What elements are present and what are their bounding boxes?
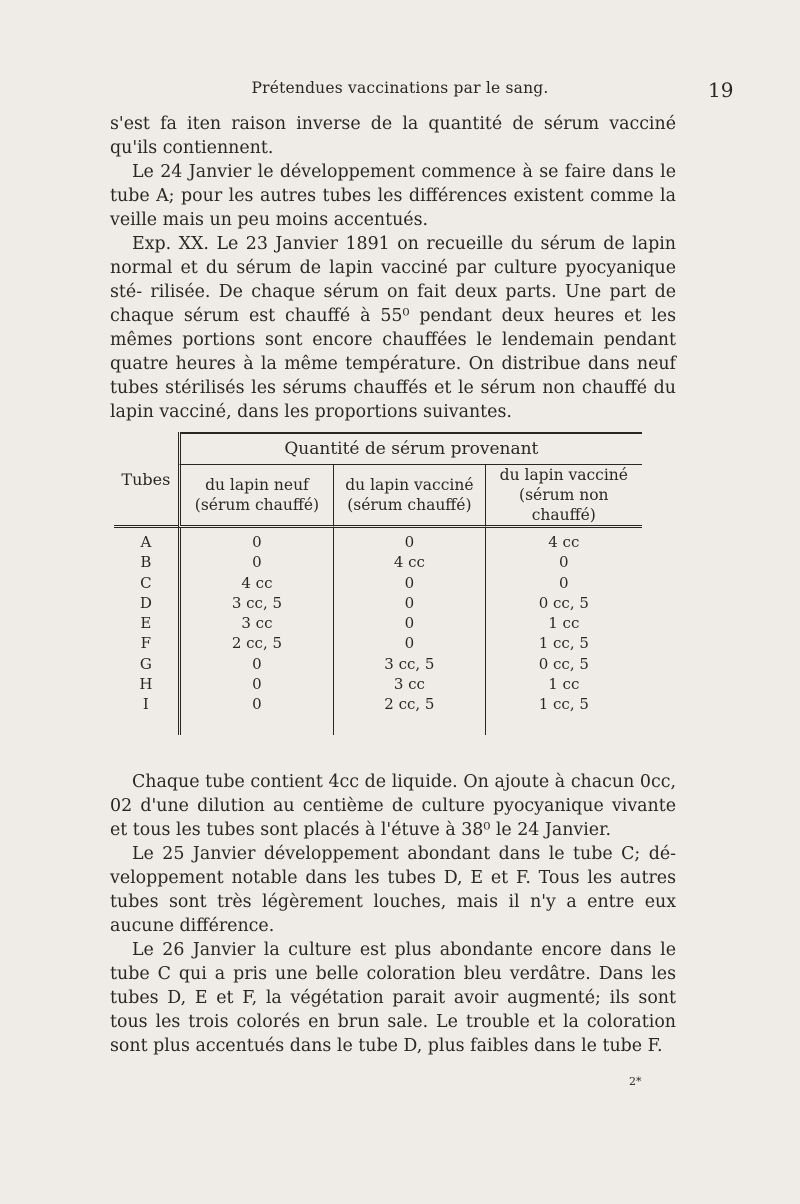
table-row bbox=[114, 528, 642, 552]
tube-label: A bbox=[140, 533, 152, 551]
cell: 0 bbox=[485, 573, 642, 593]
cell: 0 bbox=[485, 552, 642, 572]
cell: 0 bbox=[333, 528, 484, 552]
header-line: (sérum chauffé) bbox=[194, 496, 320, 514]
cell: 2 cc, 5 bbox=[333, 694, 484, 734]
group-header: Quantité de sérum provenant bbox=[178, 434, 642, 465]
cell: 1 cc, 5 bbox=[485, 633, 642, 653]
cell: 0 bbox=[178, 694, 333, 734]
header-line: du lapin vacciné bbox=[499, 466, 628, 484]
table-row bbox=[114, 674, 642, 694]
cell: 0 cc, 5 bbox=[485, 654, 642, 674]
cell: 3 cc bbox=[333, 674, 484, 694]
cell: 0 bbox=[178, 674, 333, 694]
tube-label: C bbox=[140, 573, 152, 592]
cell: 2 cc, 5 bbox=[178, 633, 333, 653]
paragraph: Le 25 Janvier développement abondant dans le tube C; dé- veloppement notable dans les tubes D, E et F. Tous les autres tubes sont très légèrement louches, mais il n'y a entre eux aucune différence. bbox=[110, 844, 676, 936]
tube-label: G bbox=[139, 654, 152, 673]
page-number: 19 bbox=[708, 78, 734, 102]
header-line: (sérum non chauffé) bbox=[519, 486, 609, 524]
cell: 0 bbox=[333, 613, 484, 633]
paragraph: s'est fa iten raison inverse de la quantité de sérum vacciné qu'ils contiennent. bbox=[110, 114, 676, 158]
tube-label: D bbox=[139, 593, 152, 612]
header-line: du lapin vacciné bbox=[345, 476, 474, 494]
tube-label: I bbox=[142, 695, 149, 714]
paragraph: Exp. XX. Le 23 Janvier 1891 on recueille du sérum de lapin normal et du sérum de lapin vacciné par culture pyocyanique sté- rilisée. De chaque sérum on fait deux parts. Une part de chaque sérum est chauffé à 55⁰ pendant deux heures et les mêmes portions sont encore chauffées le lendemain pendant quatre heures à la même température. On distribue dans neuf tubes stérilisés les sérums chauffés et le sérum non chauffé du lapin vacciné, dans les proportions suivantes. bbox=[110, 234, 676, 422]
cell: 3 cc, 5 bbox=[178, 593, 333, 613]
proportions-table bbox=[114, 432, 642, 735]
cell: 3 cc, 5 bbox=[333, 654, 484, 674]
cell: 3 cc bbox=[178, 613, 333, 633]
cell: 0 bbox=[178, 528, 333, 552]
header-line: du lapin neuf bbox=[205, 476, 309, 494]
paragraph: Chaque tube contient 4cc de liquide. On ajoute à chacun 0cc, 02 d'une dilution au centième de culture pyocyanique vivante et tous les tubes sont placés à l'étuve à 38⁰ le 24 Janvier. bbox=[110, 772, 676, 840]
cell: 0 bbox=[333, 593, 484, 613]
cell: 1 cc bbox=[485, 674, 642, 694]
cell: 0 bbox=[333, 633, 484, 653]
column-header-vaccine-chauffe bbox=[333, 465, 484, 528]
cell: 4 cc bbox=[178, 573, 333, 593]
cell: 0 bbox=[178, 654, 333, 674]
text-block-top bbox=[110, 112, 676, 424]
table-row bbox=[114, 613, 642, 633]
cell: 0 cc, 5 bbox=[485, 593, 642, 613]
header-line: (sérum chauffé) bbox=[347, 496, 472, 514]
cell: 0 bbox=[333, 573, 484, 593]
tube-label: F bbox=[140, 634, 152, 653]
paragraph: Le 24 Janvier le développement commence à se faire dans le tube A; pour les autres tubes les différences existent comme la veille mais un peu moins accentués. bbox=[110, 162, 676, 230]
cell: 0 bbox=[178, 552, 333, 572]
tube-label: E bbox=[140, 614, 152, 633]
table-row bbox=[114, 654, 642, 674]
cell: 1 cc bbox=[485, 613, 642, 633]
running-head: Prétendues vaccinations par le sang. bbox=[251, 79, 549, 97]
table-row bbox=[114, 573, 642, 593]
tube-label: H bbox=[139, 675, 153, 694]
text-block-bottom bbox=[110, 770, 676, 1058]
column-header-neuf-chauffe bbox=[178, 465, 333, 528]
column-header-tubes: Tubes bbox=[114, 434, 178, 528]
cell: 4 cc bbox=[333, 552, 484, 572]
table-row bbox=[114, 694, 642, 734]
table-row bbox=[114, 593, 642, 613]
cell: 4 cc bbox=[485, 528, 642, 552]
column-header-vaccine-non-chauffe bbox=[485, 465, 642, 528]
paragraph: Le 26 Janvier la culture est plus abondante encore dans le tube C qui a pris une belle coloration bleu verdâtre. Dans les tubes D, E et F, la végétation parait avoir augmenté; ils sont tous les trois colorés en brun sale. Le trouble et la coloration sont plus accentués dans le tube D, plus faibles dans le tube F. bbox=[110, 940, 676, 1056]
table-row bbox=[114, 633, 642, 653]
table-row bbox=[114, 552, 642, 572]
signature-mark: 2* bbox=[629, 1075, 642, 1088]
tube-label: B bbox=[140, 553, 152, 572]
cell: 1 cc, 5 bbox=[485, 694, 642, 734]
